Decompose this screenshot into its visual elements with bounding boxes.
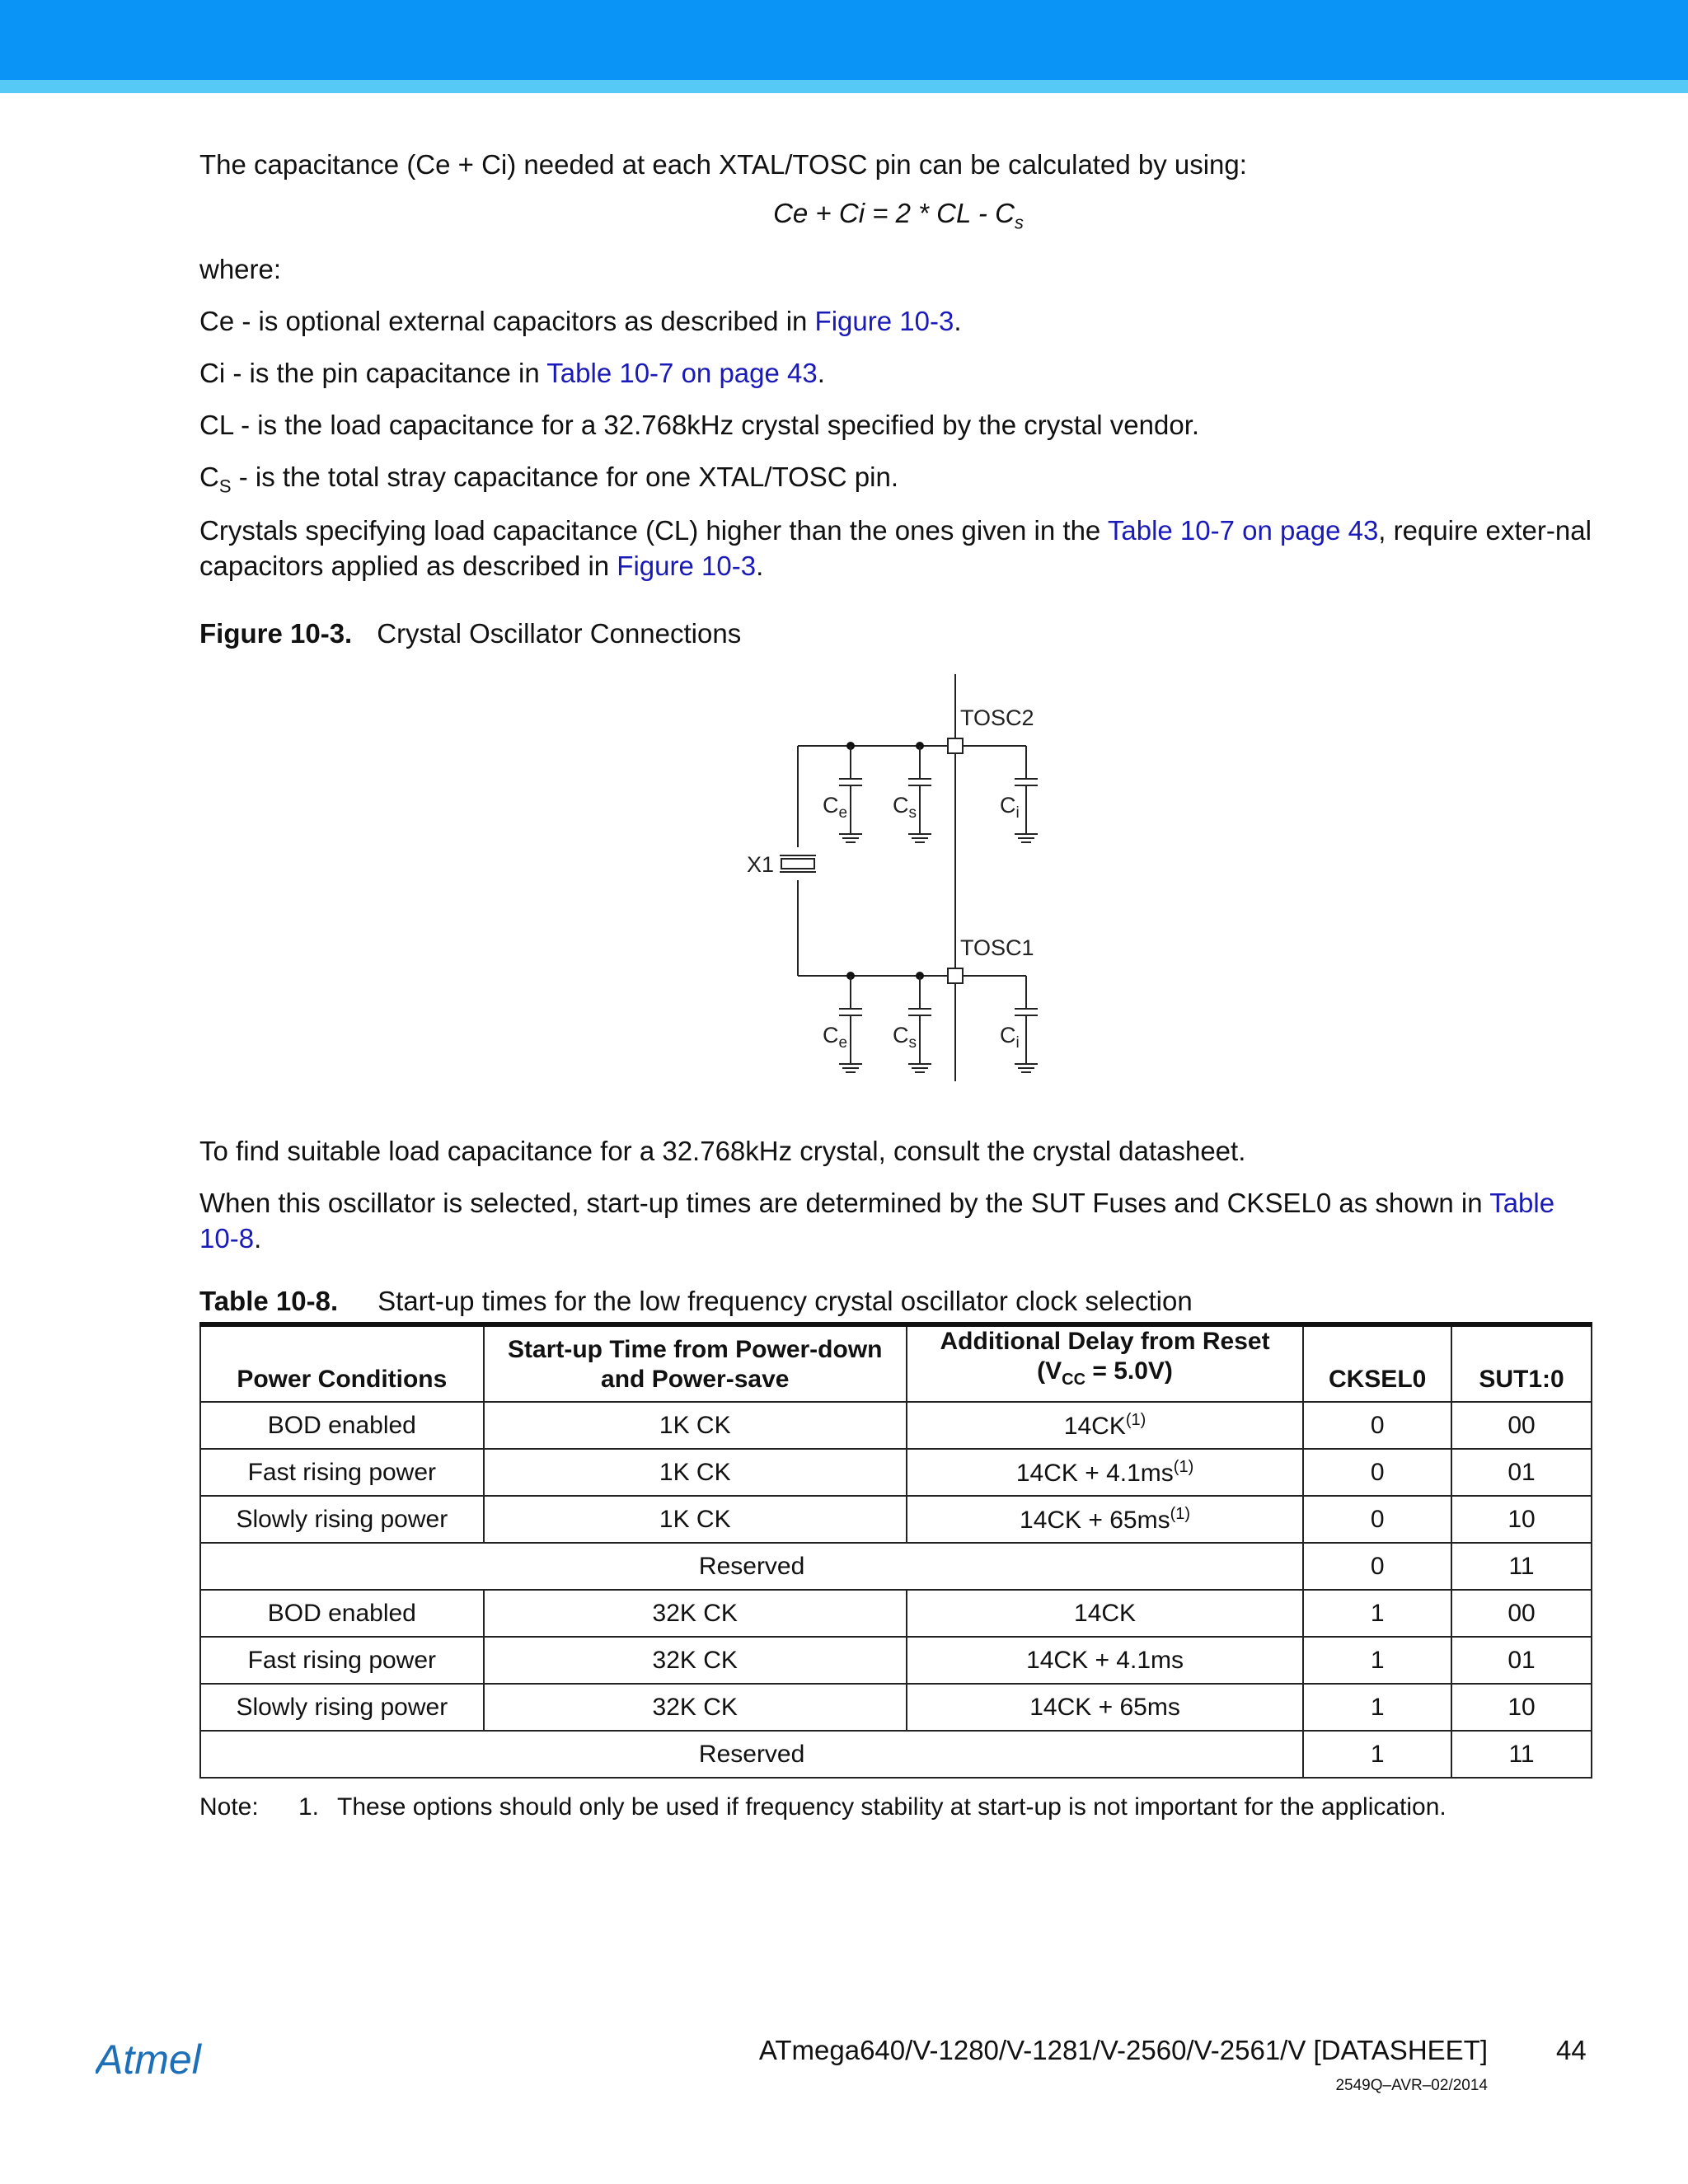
cs-label-upper: $C_s$ [893,793,917,822]
ci-label-lower: $C_i$ [1000,1023,1020,1052]
tosc1-pin [948,968,963,983]
table-row: BOD enabled 1K CK 14CK$^{(1)}$ 0 00 [200,1402,1592,1449]
table-row: Fast rising power 1K CK $14CK + 4.1ms^{(1)}$ 0 01 [200,1449,1592,1496]
where-label: where: [199,254,282,284]
ci-definition: Ci - is the pin capacitance in Table 10-7 on page 43. [199,358,825,388]
atmel-logo-text: Atmel [96,2036,201,2083]
figure-title: Crystal Oscillator Connections [377,618,742,649]
header-startup-time: Start-up Time from Power-down and Power-save [484,1324,907,1402]
ce-label-lower: $C_e$ [823,1023,848,1052]
load-capacitance-note: To find suitable load capacitance for a 32.768kHz crystal, consult the crystal datasheet. [199,1136,1246,1166]
note-number: 1. [298,1793,320,1821]
capacitance-formula: Ce + Ci = 2 * CL - $C_s$ [773,198,1024,233]
tosc1-label: TOSC1 [960,935,1034,960]
figure-caption [199,618,741,649]
header-sut: SUT1:0 [1451,1324,1592,1402]
cs-label-lower: $C_s$ [893,1023,917,1052]
figure-number: Figure 10-3. [199,618,353,649]
table-number: Table 10-8. [199,1286,339,1316]
crystal-oscillator-diagram [725,668,1071,1088]
table-row: Fast rising power 32K CK 14CK + 4.1ms 1 01 [200,1637,1592,1684]
crystals-paragraph: Crystals specifying load capacitance (CL) higher than the ones given in the Table 10-7 on page 43, require exter-nal capacitors applied as described in Figure 10-3. [199,515,1592,581]
header-additional-delay: Additional Delay from Reset $(V_{CC} = 5.0V)$ [907,1324,1303,1402]
intro-line: The capacitance (Ce + Ci) needed at each XTAL/TOSC pin can be calculated by using: [199,149,1247,180]
note-label: Note: [199,1793,259,1821]
crystal-x1 [780,855,816,872]
footnote-ref: (1) [1170,1504,1191,1523]
page-number: 44 [1556,2035,1587,2065]
footnote-ref: (1) [1173,1457,1194,1476]
figure-10-3-link-2[interactable]: Figure 10-3 [617,551,757,581]
table-row: BOD enabled 32K CK 14CK 1 00 [200,1590,1592,1637]
header-cksel0: CKSEL0 [1303,1324,1451,1402]
table-10-8-link[interactable]: Table 10-8 [199,1188,1555,1254]
footnote-ref: (1) [1125,1410,1146,1429]
header-bar [0,0,1688,80]
cs-definition: $C_S$ - is the total stray capacitance for one XTAL/TOSC pin. [199,462,899,497]
ce-label-upper: $C_e$ [823,793,848,822]
datasheet-title: ATmega640/V-1280/V-1281/V-2560/V-2561/V [DATASHEET] [758,2035,1488,2065]
startup-times-table [199,1322,1592,1779]
table-row-reserved: Reserved 1 11 [200,1731,1592,1778]
startup-times-paragraph: When this oscillator is selected, start-up times are determined by the SUT Fuses and CKSEL0 as shown in Table 10-8. [199,1188,1555,1254]
tosc2-pin [948,738,963,753]
x1-label: X1 [747,852,775,877]
table-10-7-link-2[interactable]: Table 10-7 on page 43 [1107,515,1379,546]
ce-definition: Ce - is optional external capacitors as described in Figure 10-3. [199,306,962,336]
table-row: Slowly rising power 32K CK 14CK + 65ms 1 10 [200,1684,1592,1731]
header-power-conditions: Power Conditions [200,1324,484,1402]
atmel-logo [96,2036,244,2085]
table-row-reserved: Reserved 0 11 [200,1543,1592,1590]
cl-definition: CL - is the load capacitance for a 32.768kHz crystal specified by the crystal vendor. [199,410,1200,440]
table-caption [199,1286,1193,1317]
header-stripe [0,80,1688,93]
tosc2-label: TOSC2 [960,705,1034,730]
document-code: 2549Q–AVR–02/2014 [1335,2077,1488,2094]
ci-label-upper: $C_i$ [1000,793,1020,822]
figure-10-3-link[interactable]: Figure 10-3 [814,306,954,336]
table-10-7-link[interactable]: Table 10-7 on page 43 [546,358,818,388]
table-row: Slowly rising power 1K CK $14CK + 65ms^{(1)}$ 0 10 [200,1496,1592,1543]
table-title: Start-up times for the low frequency crystal oscillator clock selection [377,1286,1193,1316]
note-text: These options should only be used if frequency stability at start-up is not important for the application. [337,1793,1447,1821]
